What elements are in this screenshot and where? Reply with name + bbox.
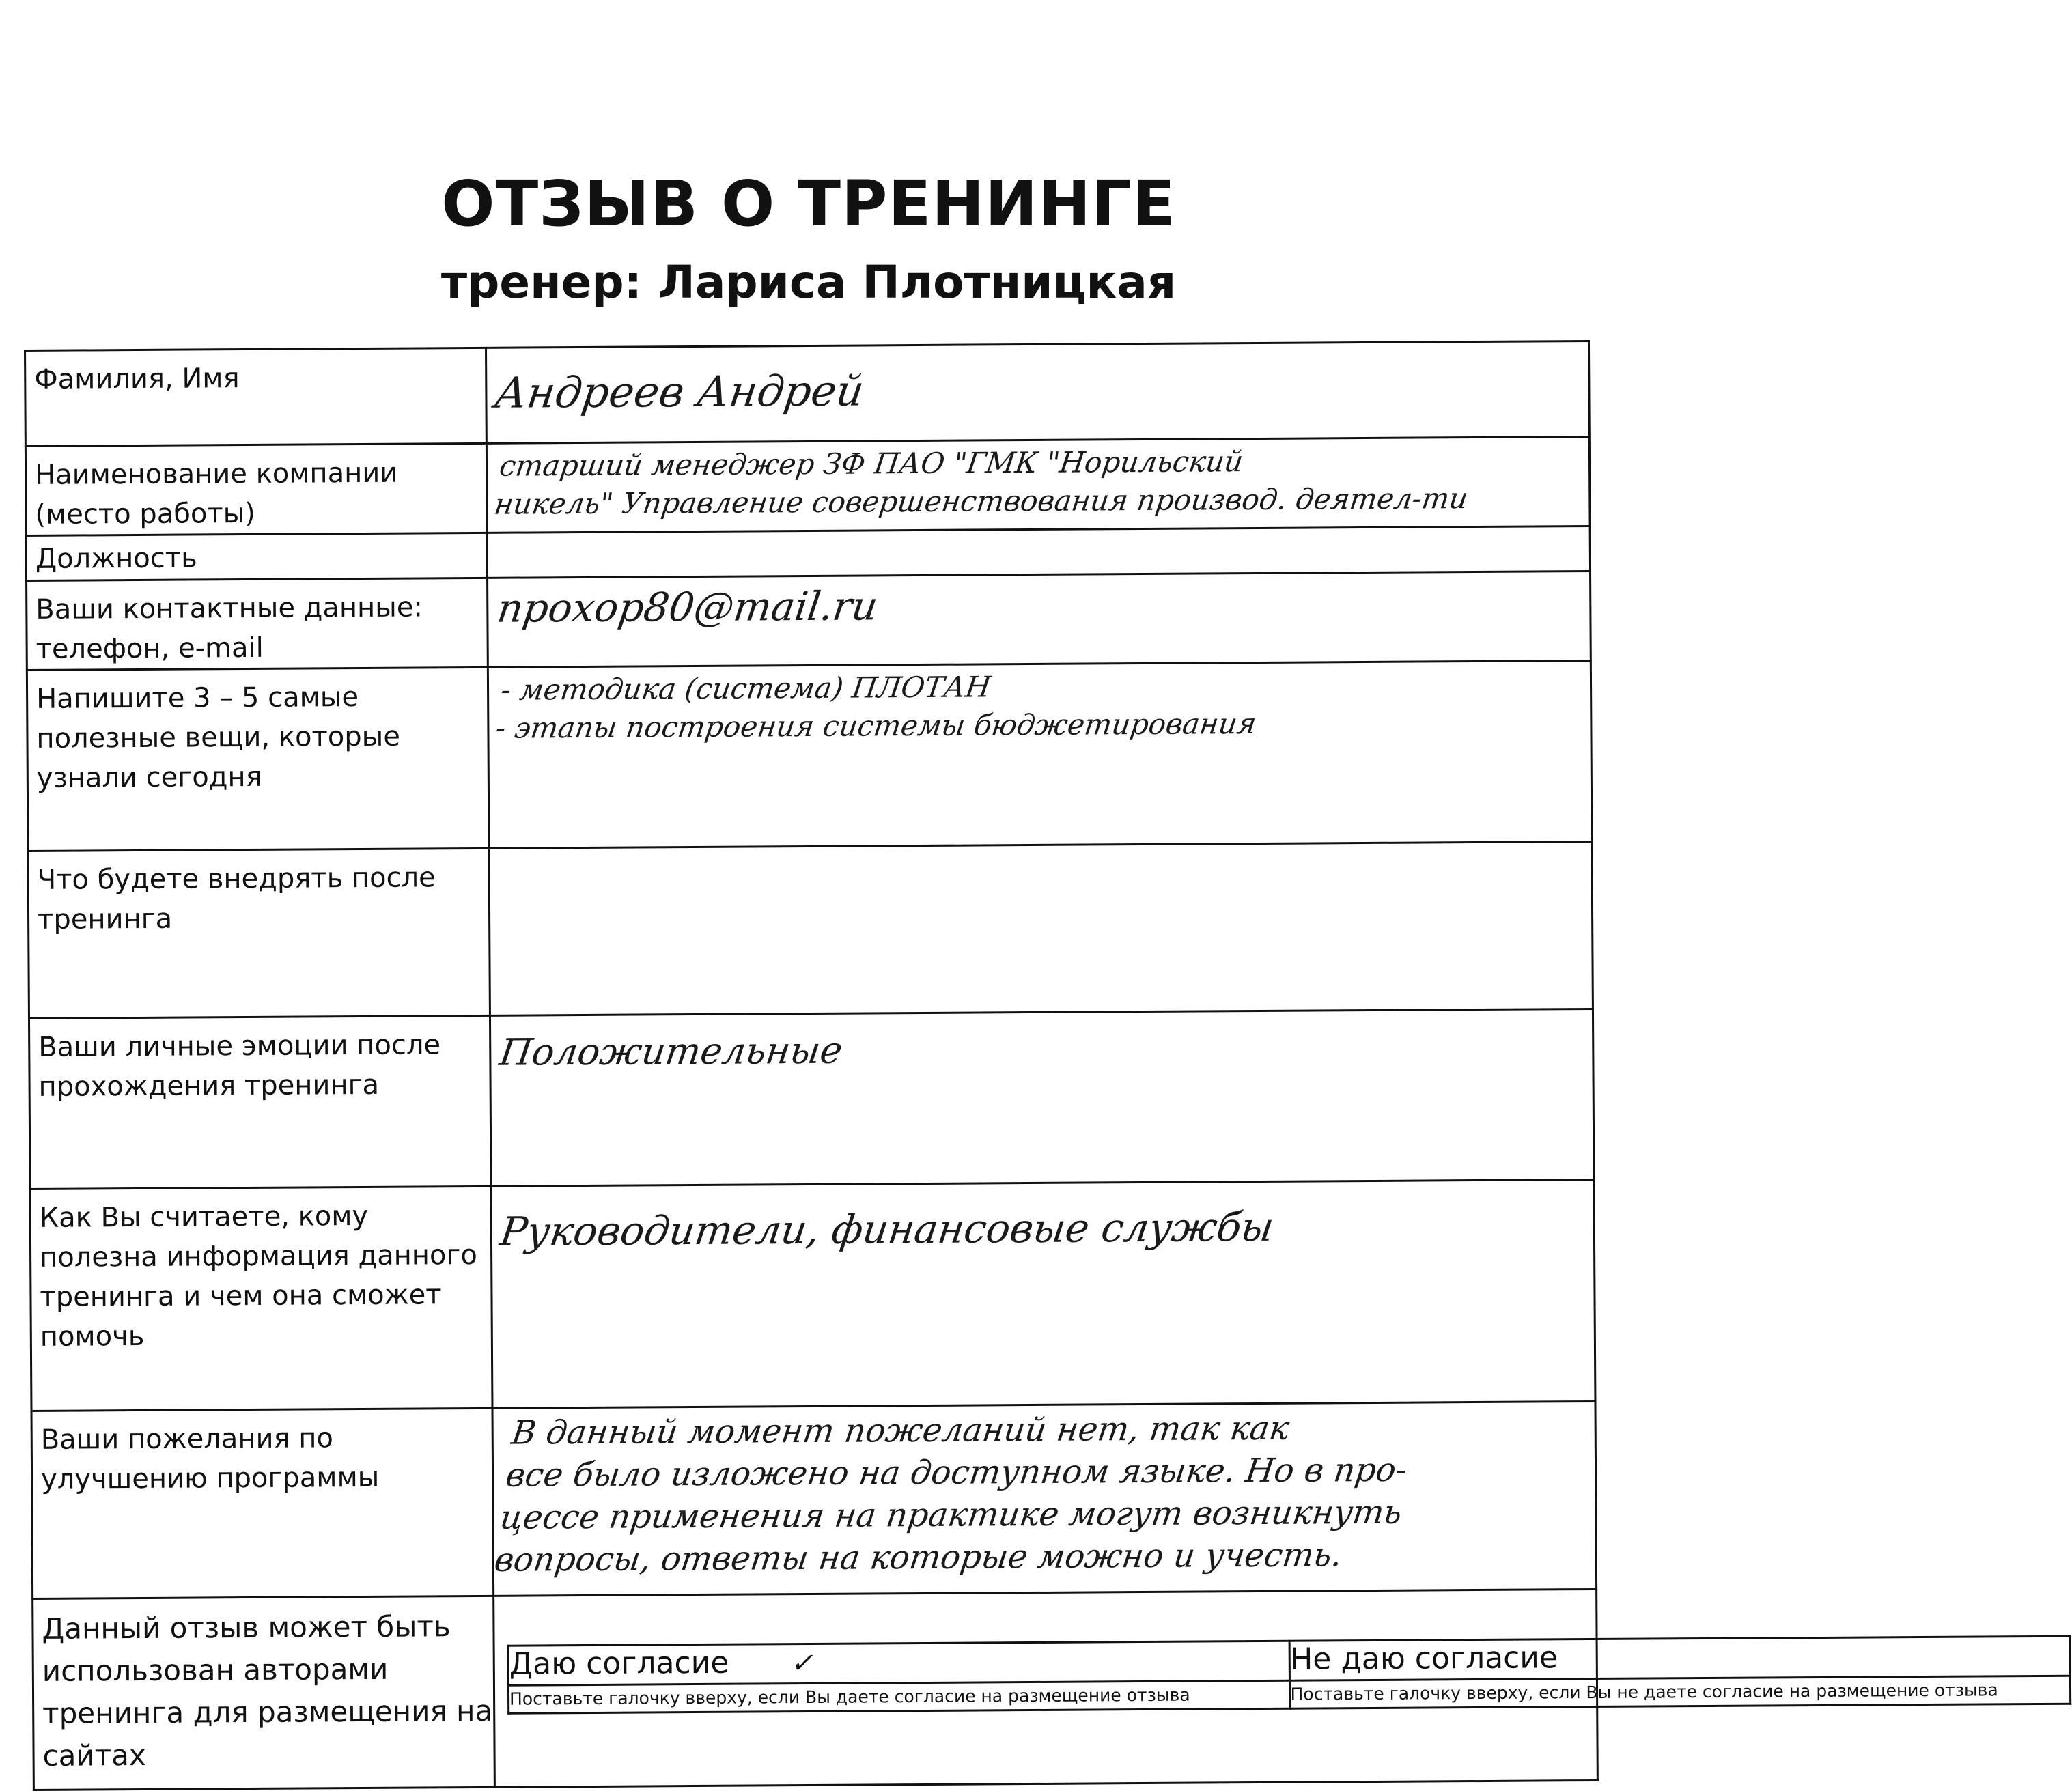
field-useful[interactable] xyxy=(488,660,1592,848)
label-contacts: Ваши контактные данные: телефон, e-mail xyxy=(36,591,423,665)
field-position[interactable] xyxy=(487,526,1590,578)
wishes-value-line4: вопросы, ответы на которые можно и учесть. xyxy=(492,1536,1345,1579)
row-company xyxy=(25,436,1590,535)
row-consent xyxy=(33,1589,1598,1790)
company-value-line1: старший менеджер ЗФ ПАО "ГМК "Норильский xyxy=(497,445,1246,483)
label-name: Фамилия, Имя xyxy=(34,363,240,395)
label-audience: Как Вы считаете, кому полезна информация данного тренинга и чем она сможет помочь xyxy=(39,1200,478,1353)
page-title: ОТЗЫВ О ТРЕНИНГЕ xyxy=(441,167,1176,240)
label-implement: Что будете внедрять после тренинга xyxy=(37,862,436,935)
check-mark-icon: ✓ xyxy=(790,1647,813,1680)
audience-value: Руководители, финансовые службы xyxy=(497,1203,1277,1255)
label-useful: Напишите 3 – 5 самые полезные вещи, которые узнали сегодня xyxy=(36,681,401,794)
disagree-option[interactable] xyxy=(1289,1636,2071,1680)
field-wishes[interactable] xyxy=(492,1401,1597,1596)
agree-label: Даю согласие xyxy=(509,1645,729,1682)
row-emotions xyxy=(29,1009,1593,1189)
row-useful xyxy=(27,660,1592,851)
name-value: Андреев Андрей xyxy=(492,365,867,418)
row-name xyxy=(25,341,1590,447)
field-consent xyxy=(494,1589,1998,1787)
row-wishes xyxy=(31,1401,1597,1598)
row-audience xyxy=(30,1179,1595,1411)
agree-option[interactable] xyxy=(508,1641,1289,1685)
field-implement[interactable] xyxy=(489,841,1593,1015)
useful-value-line1: - методика (система) ПЛОТАН xyxy=(499,670,993,707)
field-name[interactable] xyxy=(486,341,1589,444)
company-value-line2: никель" Управление совершенствования производ. деятел-ти xyxy=(492,481,1470,521)
agree-note: Поставьте галочку вверху, если Вы даете согласие на размещение отзыва xyxy=(508,1680,1289,1713)
label-company: Наименование компании (место работы) xyxy=(34,457,398,531)
label-consent: Данный отзыв может быть использован авторами тренинга для размещения на сайтах xyxy=(42,1609,493,1773)
label-position: Должность xyxy=(35,542,197,575)
row-implement xyxy=(28,841,1593,1018)
label-wishes: Ваши пожелания по улучшению программы xyxy=(40,1422,380,1495)
field-company[interactable] xyxy=(486,436,1590,533)
row-contacts xyxy=(27,571,1591,670)
disagree-note: Поставьте галочку вверху, если Вы не даете согласие на размещение отзыва xyxy=(1289,1676,2071,1708)
disagree-label: Не даю согласие xyxy=(1290,1640,1558,1677)
wishes-value-line2: все было изложено на доступном языке. Но в про- xyxy=(503,1450,1410,1495)
field-contacts[interactable] xyxy=(488,571,1591,667)
label-emotions: Ваши личные эмоции после прохождения тренинга xyxy=(38,1029,441,1103)
trainer-subtitle: тренер: Лариса Плотницкая xyxy=(440,256,1177,309)
useful-value-line2: - этапы построения системы бюджетирования xyxy=(493,706,1259,745)
consent-table xyxy=(507,1635,2072,1715)
wishes-value-line3: цессе применения на практике могут возникнуть xyxy=(498,1493,1405,1537)
contacts-value: прохор80@mail.ru xyxy=(494,582,881,632)
feedback-form xyxy=(24,340,1998,1783)
field-emotions[interactable] xyxy=(490,1009,1593,1186)
emotions-value: Положительные xyxy=(496,1028,845,1074)
field-audience[interactable] xyxy=(491,1179,1595,1408)
wishes-value-line1: В данный момент пожеланий нет, так как xyxy=(509,1409,1292,1452)
